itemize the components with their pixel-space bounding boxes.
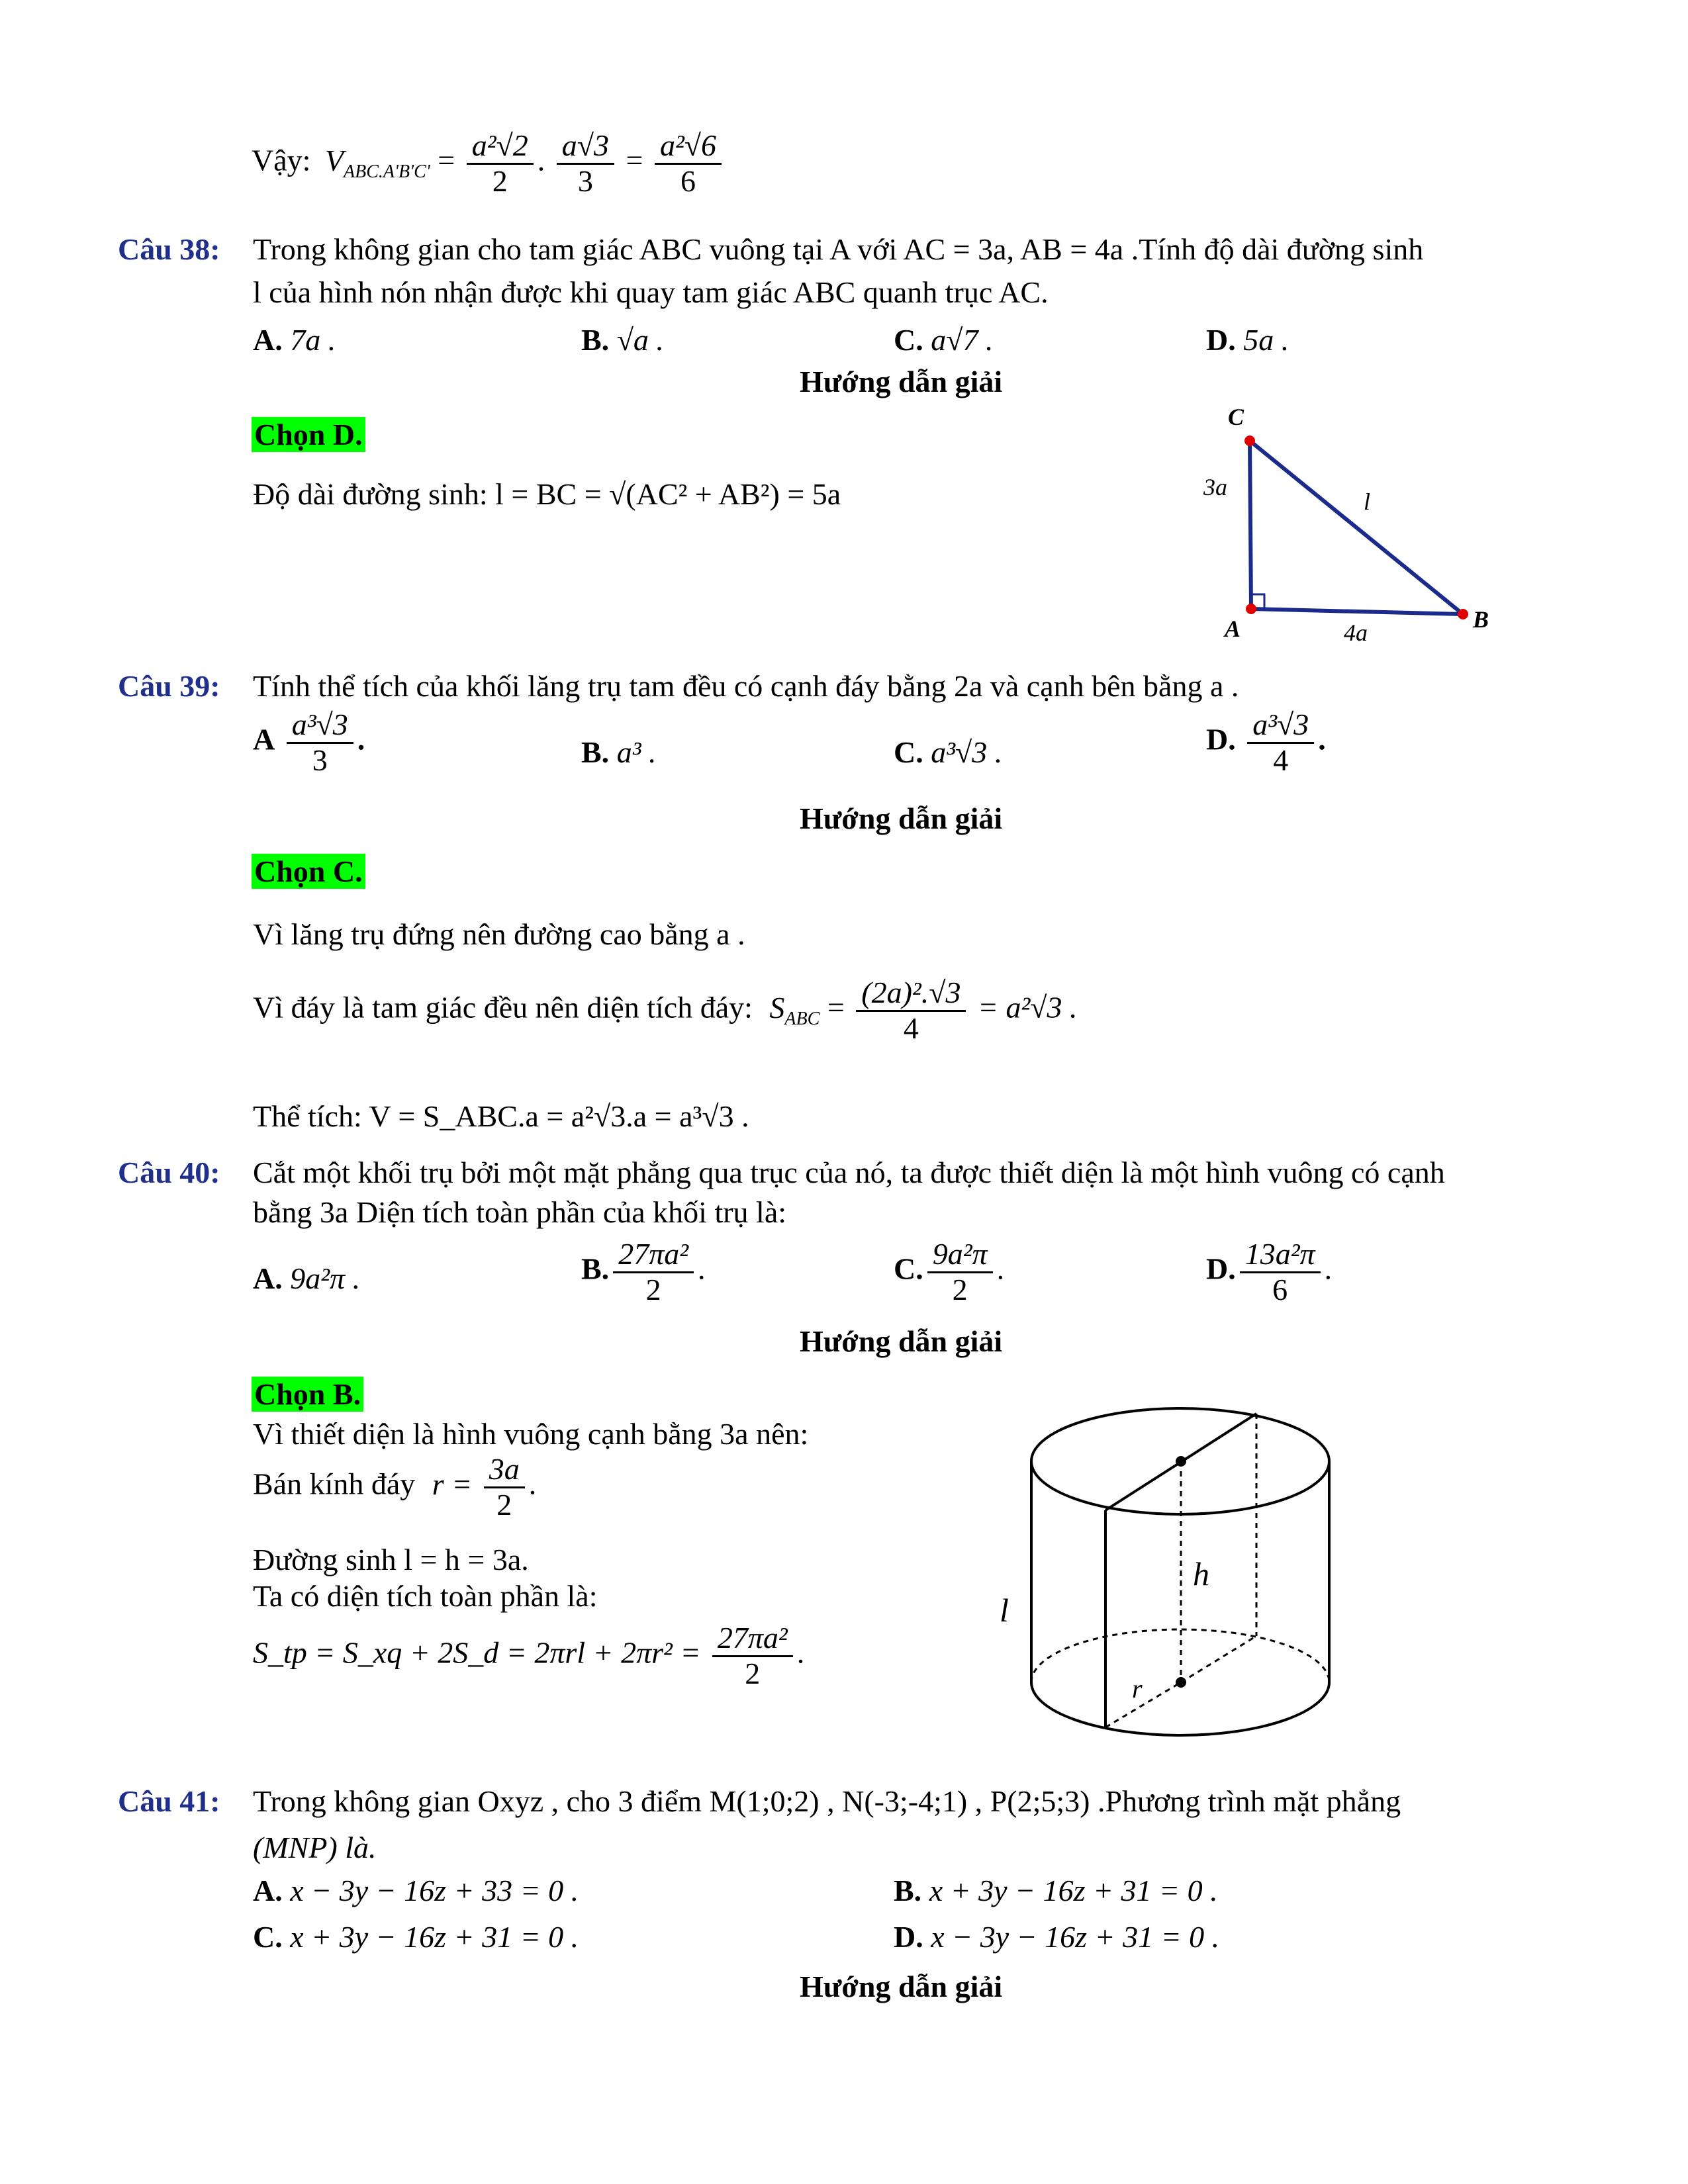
q39-solution-1: Vì lăng trụ đứng nên đường cao bằng a . xyxy=(253,917,745,951)
side-ac xyxy=(1250,441,1251,609)
q39-label: Câu 39: xyxy=(118,669,220,703)
q41-guide-heading: Hướng dẫn giải xyxy=(800,1970,1003,2003)
label-b: B xyxy=(1473,606,1489,633)
q38-solution: Độ dài đường sinh: l = BC = √(AC² + AB²) = 5a xyxy=(253,477,841,511)
top-center-point xyxy=(1176,1456,1186,1467)
q40-answer: Chọn B. xyxy=(252,1377,363,1412)
q40-solution-1: Vì thiết diện là hình vuông cạnh bằng 3a nên: xyxy=(253,1417,809,1451)
q40-line1: Cắt một khối trụ bởi một mặt phẳng qua trục của nó, ta được thiết diện là một hình vuông có cạnh xyxy=(253,1156,1445,1189)
q40-solution-5: S_tp = S_xq + 2S_d = 2πrl + 2πr² = $\frac{\text{27πa²}}{2}$ . xyxy=(253,1621,805,1690)
q41-line1: Trong không gian Oxyz , cho 3 điểm M(1;0;2) , N(-3;-4;1) , P(2;5;3) .Phương trình mặt phẳng xyxy=(253,1784,1401,1818)
point-b xyxy=(1458,609,1468,619)
q41-option-a: A. x − 3y − 16z + 33 = 0 . xyxy=(253,1874,579,1907)
top-lhs-sub: ABC.A'B'C' xyxy=(344,161,430,182)
top-frac-1: $\frac{\text{a²√2}}{2}$ xyxy=(467,129,534,198)
q40-line2: bằng 3a Diện tích toàn phần của khối trụ là: xyxy=(253,1195,787,1229)
q39-solution-2: Vì đáy là tam giác đều nên diện tích đáy: $S_{ABC}$ = $\frac{\text{(2a)².√3}}{4}$ = a²√3 . xyxy=(253,976,1078,1045)
q39-option-c: C. a³√3 . xyxy=(894,735,1003,769)
label-h: h xyxy=(1193,1555,1209,1592)
label-c: C xyxy=(1228,404,1244,430)
q41-option-b: B. x + 3y − 16z + 31 = 0 . xyxy=(894,1874,1218,1907)
q40-solution-2: Bán kính đáy r = $\frac{3a}{2}$ . xyxy=(253,1452,537,1522)
q38-label: Câu 38: xyxy=(118,232,220,266)
bottom-center-point xyxy=(1176,1677,1186,1688)
label-l: l xyxy=(1364,488,1371,515)
q38-option-a: A. 7a . xyxy=(253,323,336,357)
triangle-figure xyxy=(1192,397,1503,642)
bottom-front-arc xyxy=(1031,1682,1329,1735)
label-a: A xyxy=(1225,615,1241,642)
q41-label: Câu 41: xyxy=(118,1784,220,1818)
q39-solution-3: Thể tích: V = S_ABC.a = a²√3.a = a³√3 . xyxy=(253,1099,749,1133)
label-l: l xyxy=(1000,1592,1009,1629)
q38-answer: Chọn D. xyxy=(252,417,365,452)
q39-guide-heading: Hướng dẫn giải xyxy=(800,801,1003,835)
point-c xyxy=(1244,435,1255,446)
q38-line2: l của hình nón nhận được khi quay tam giác ABC quanh trục AC. xyxy=(253,275,1049,309)
q38-option-c: C. a√7 . xyxy=(894,323,994,357)
q39-answer: Chọn C. xyxy=(252,854,365,889)
q39-option-b: B. a³ . xyxy=(581,735,657,769)
q41-option-c: C. x + 3y − 16z + 31 = 0 . xyxy=(253,1920,579,1954)
top-frac-2: $\frac{a√3}{3}$ xyxy=(557,129,614,198)
q38-guide-heading: Hướng dẫn giải xyxy=(800,365,1003,398)
q40-option-c: C. $\frac{\text{9a²π}}{2}$ . xyxy=(894,1237,1005,1306)
top-lhs: V xyxy=(324,143,344,177)
point-a xyxy=(1246,604,1256,614)
top-frac-3: $\frac{\text{a²√6}}{6}$ xyxy=(655,129,722,198)
top-volume-formula: Vậy: $V_{ABC.A'B'C'}$ = $\frac{\text{a²√2}}{2}$ . $\frac{a√3}{3}$ = $\frac{\text{a²√6}}{6}$ xyxy=(252,129,726,198)
cylinder-figure xyxy=(993,1396,1364,1767)
q40-option-a: A. 9a²π . xyxy=(253,1261,361,1295)
top-prefix: Vậy: xyxy=(252,143,311,177)
label-r: r xyxy=(1132,1674,1143,1704)
q38-option-b: B. √a . xyxy=(581,323,664,357)
q40-solution-3: Đường sinh l = h = 3a. xyxy=(253,1543,529,1576)
q40-label: Câu 40: xyxy=(118,1156,220,1189)
q40-guide-heading: Hướng dẫn giải xyxy=(800,1324,1003,1358)
radius-line-2 xyxy=(1181,1636,1256,1682)
q38-option-d: D. 5a . xyxy=(1206,323,1289,357)
q39-option-a: A $\frac{\text{a³√3}}{3}$ . xyxy=(253,707,365,777)
side-ab xyxy=(1251,609,1463,614)
radius-line-1 xyxy=(1105,1682,1181,1727)
q40-option-b: B. $\frac{\text{27πa²}}{2}$ . xyxy=(581,1237,706,1306)
q41-option-d: D. x − 3y − 16z + 31 = 0 . xyxy=(894,1920,1220,1954)
q40-solution-4: Ta có diện tích toàn phần là: xyxy=(253,1579,598,1613)
q40-option-d: D. $\frac{\text{13a²π}}{6}$ . xyxy=(1206,1237,1333,1306)
q39-line1: Tính thể tích của khối lăng trụ tam đều có cạnh đáy bằng 2a và cạnh bên bằng a . xyxy=(253,669,1239,703)
q38-line1: Trong không gian cho tam giác ABC vuông tại A với AC = 3a, AB = 4a .Tính độ dài đường sinh xyxy=(253,232,1424,266)
label-3a: 3a xyxy=(1203,474,1227,500)
side-bc xyxy=(1250,441,1463,614)
q41-line2: (MNP) là. xyxy=(253,1831,377,1864)
label-4a: 4a xyxy=(1344,619,1368,642)
q39-option-d: D. $\frac{\text{a³√3}}{4}$ . xyxy=(1206,707,1326,777)
